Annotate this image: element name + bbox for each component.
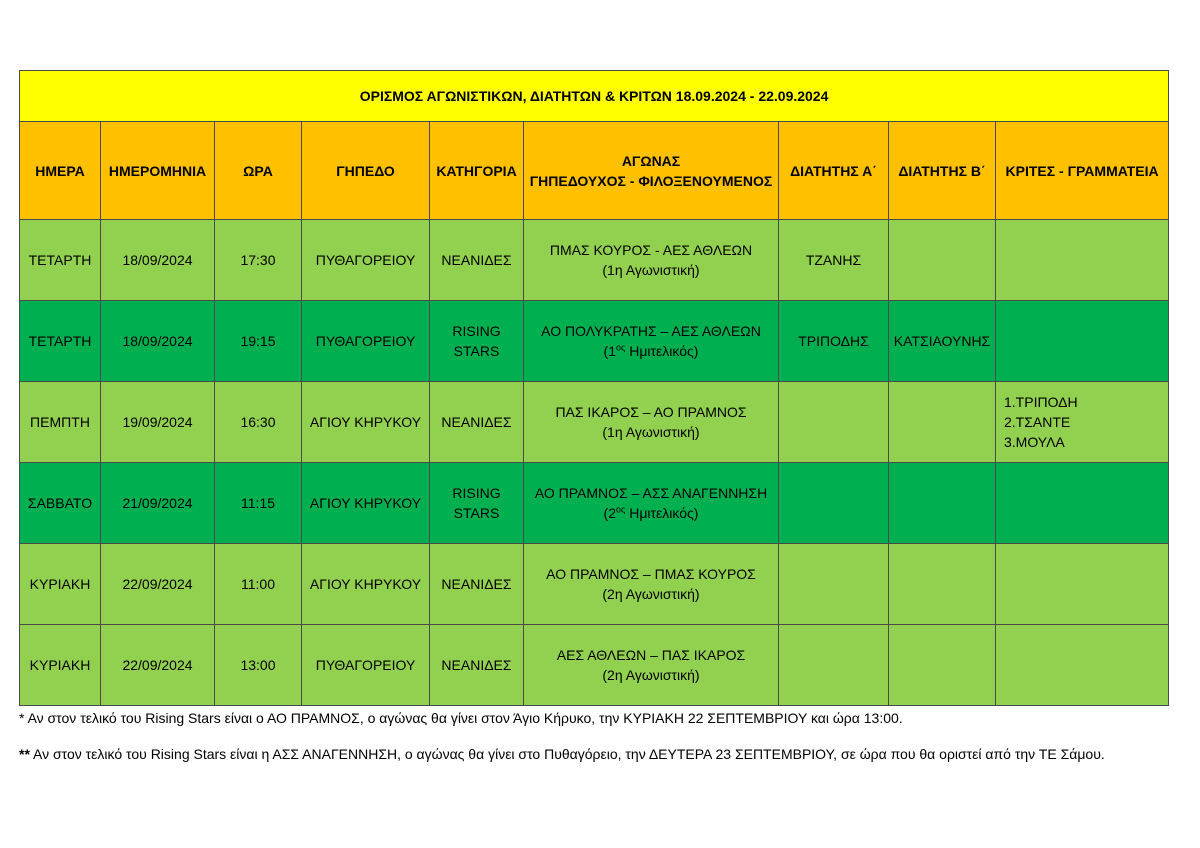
cell-judges — [996, 463, 1169, 544]
cell-match — [524, 220, 779, 301]
footnote-1 — [19, 710, 903, 726]
footnote-1-text: Αν στον τελικό του Rising Stars είναι ο ΑΟ ΠΡΑΜΝΟΣ, ο αγώνας θα γίνει στον Άγιο Κήρυκο, την ΚΥΡΙΑΚΗ 22 ΣΕΠΤΕΜΒΡΙΟΥ και ώρα 13:00. — [24, 710, 903, 726]
match-note-pre: (1η Αγωνιστική) — [602, 262, 700, 278]
cell-judges — [996, 544, 1169, 625]
footnote-2 — [19, 746, 1105, 762]
cell-day: ΚΥΡΙΑΚΗ — [20, 544, 101, 625]
cell-ref-a — [779, 625, 889, 706]
cell-category — [430, 301, 524, 382]
header-time: ΩΡΑ — [215, 122, 302, 220]
match-teams: ΠΑΣ ΙΚΑΡΟΣ – ΑΟ ΠΡΑΜΝΟΣ — [555, 404, 747, 420]
cell-venue: ΠΥΘΑΓΟΡΕΙΟΥ — [302, 220, 430, 301]
table-row — [20, 625, 1169, 706]
cell-category — [430, 463, 524, 544]
match-note — [528, 341, 774, 361]
table-row — [20, 220, 1169, 301]
cell-ref-b: ΚΑΤΣΙΑΟΥΝΗΣ — [889, 301, 996, 382]
cell-match — [524, 301, 779, 382]
footnote-2-text: Αν στον τελικό του Rising Stars είναι η ΑΣΣ ΑΝΑΓΕΝΝΗΣΗ, ο αγώνας θα γίνει στο Πυθαγόρειο, την ΔΕΥΤΕΡΑ 23 ΣΕΠΤΕΜΒΡΙΟΥ, σε ώρα που θα οριστεί από την ΤΕ Σάμου. — [29, 746, 1105, 762]
table-row — [20, 301, 1169, 382]
cell-category — [430, 625, 524, 706]
category-line1: RISING — [452, 485, 501, 501]
match-note — [528, 503, 774, 523]
cell-match — [524, 544, 779, 625]
cell-time: 13:00 — [215, 625, 302, 706]
cell-category — [430, 544, 524, 625]
cell-venue: ΑΓΙΟΥ ΚΗΡΥΚΟΥ — [302, 544, 430, 625]
cell-time: 11:15 — [215, 463, 302, 544]
cell-day: ΤΕΤΑΡΤΗ — [20, 220, 101, 301]
match-note-pre: (2 — [603, 505, 616, 521]
category-line1: ΝΕΑΝΙΔΕΣ — [441, 657, 512, 673]
match-note-pre: (1 — [603, 343, 616, 359]
cell-ref-b — [889, 544, 996, 625]
match-note-sup: ος — [616, 342, 626, 353]
match-note — [528, 584, 774, 604]
cell-date: 18/09/2024 — [101, 220, 215, 301]
cell-day: ΣΑΒΒΑΤΟ — [20, 463, 101, 544]
cell-time: 16:30 — [215, 382, 302, 463]
cell-day: ΚΥΡΙΑΚΗ — [20, 625, 101, 706]
header-venue: ΓΗΠΕΔΟ — [302, 122, 430, 220]
header-date: ΗΜΕΡΟΜΗΝΙΑ — [101, 122, 215, 220]
footnote-1-marker: * — [19, 710, 25, 726]
cell-ref-a — [779, 544, 889, 625]
cell-judges — [996, 220, 1169, 301]
cell-venue: ΠΥΘΑΓΟΡΕΙΟΥ — [302, 301, 430, 382]
match-teams: ΑΕΣ ΑΘΛΕΩΝ – ΠΑΣ ΙΚΑΡΟΣ — [556, 647, 746, 663]
match-teams: ΑΟ ΠΡΑΜΝΟΣ – ΑΣΣ ΑΝΑΓΕΝΝΗΣΗ — [534, 485, 768, 501]
header-ref-a: ΔΙΑΤΗΤΗΣ Α΄ — [779, 122, 889, 220]
cell-venue: ΑΓΙΟΥ ΚΗΡΥΚΟΥ — [302, 382, 430, 463]
cell-category — [430, 382, 524, 463]
cell-ref-a — [779, 382, 889, 463]
header-ref-b: ΔΙΑΤΗΤΗΣ Β΄ — [889, 122, 996, 220]
cell-ref-b — [889, 463, 996, 544]
match-note — [528, 260, 774, 280]
cell-date: 22/09/2024 — [101, 625, 215, 706]
category-line1: RISING — [452, 323, 501, 339]
header-match-line2: ΓΗΠΕΔΟΥΧΟΣ - ΦΙΛΟΞΕΝΟΥΜΕΝΟΣ — [529, 172, 773, 189]
table-row — [20, 544, 1169, 625]
cell-date: 21/09/2024 — [101, 463, 215, 544]
cell-ref-a — [779, 463, 889, 544]
title-row — [20, 71, 1169, 122]
cell-ref-a: ΤΡΙΠΟΔΗΣ — [779, 301, 889, 382]
header-match-line1: ΑΓΩΝΑΣ — [621, 152, 681, 169]
footnote-2-marker: ** — [19, 746, 30, 762]
match-note — [528, 665, 774, 685]
match-note-post: Ημιτελικός) — [625, 343, 699, 359]
judge-3: 3.ΜΟΥΛΑ — [1004, 434, 1065, 450]
cell-judges — [996, 382, 1169, 463]
header-row — [20, 122, 1169, 220]
cell-category — [430, 220, 524, 301]
judge-1: 1.ΤΡΙΠΟΔΗ — [1004, 394, 1078, 410]
cell-ref-b — [889, 625, 996, 706]
match-teams: ΑΟ ΠΡΑΜΝΟΣ – ΠΜΑΣ ΚΟΥΡΟΣ — [546, 566, 756, 582]
category-line2: STARS — [453, 505, 500, 521]
header-match — [524, 122, 779, 220]
table-row — [20, 463, 1169, 544]
cell-match — [524, 625, 779, 706]
cell-day: ΤΕΤΑΡΤΗ — [20, 301, 101, 382]
cell-judges — [996, 625, 1169, 706]
match-teams: ΑΟ ΠΟΛΥΚΡΑΤΗΣ – ΑΕΣ ΑΘΛΕΩΝ — [541, 323, 761, 339]
table-row — [20, 382, 1169, 463]
cell-ref-b — [889, 382, 996, 463]
cell-venue: ΠΥΘΑΓΟΡΕΙΟΥ — [302, 625, 430, 706]
category-line2: STARS — [453, 343, 500, 359]
header-day: ΗΜΕΡΑ — [20, 122, 101, 220]
match-note-pre: (1η Αγωνιστική) — [602, 424, 700, 440]
cell-date: 19/09/2024 — [101, 382, 215, 463]
category-line1: ΝΕΑΝΙΔΕΣ — [441, 576, 512, 592]
cell-time: 17:30 — [215, 220, 302, 301]
match-teams: ΠΜΑΣ ΚΟΥΡΟΣ - ΑΕΣ ΑΘΛΕΩΝ — [549, 242, 753, 258]
cell-ref-a: ΤΖΑΝΗΣ — [779, 220, 889, 301]
header-category: ΚΑΤΗΓΟΡΙΑ — [430, 122, 524, 220]
schedule-table — [19, 70, 1169, 706]
cell-time: 19:15 — [215, 301, 302, 382]
header-judges: ΚΡΙΤΕΣ - ΓΡΑΜΜΑΤΕΙΑ — [996, 122, 1169, 220]
cell-ref-b — [889, 220, 996, 301]
judge-2: 2.ΤΣΑΝΤΕ — [1004, 414, 1071, 430]
match-note — [528, 422, 774, 442]
cell-date: 18/09/2024 — [101, 301, 215, 382]
schedule-rows — [20, 220, 1169, 706]
cell-time: 11:00 — [215, 544, 302, 625]
cell-day: ΠΕΜΠΤΗ — [20, 382, 101, 463]
match-note-post: Ημιτελικός) — [625, 505, 699, 521]
cell-venue: ΑΓΙΟΥ ΚΗΡΥΚΟΥ — [302, 463, 430, 544]
schedule-title: ΟΡΙΣΜΟΣ ΑΓΩΝΙΣΤΙΚΩΝ, ΔΙΑΤΗΤΩΝ & ΚΡΙΤΩΝ 18.09.2024 - 22.09.2024 — [20, 71, 1169, 122]
match-note-pre: (2η Αγωνιστική) — [602, 586, 700, 602]
cell-judges — [996, 301, 1169, 382]
category-line1: ΝΕΑΝΙΔΕΣ — [441, 414, 512, 430]
cell-match — [524, 463, 779, 544]
category-line1: ΝΕΑΝΙΔΕΣ — [441, 252, 512, 268]
cell-match — [524, 382, 779, 463]
match-note-sup: ος — [616, 504, 626, 515]
match-note-pre: (2η Αγωνιστική) — [602, 667, 700, 683]
cell-date: 22/09/2024 — [101, 544, 215, 625]
